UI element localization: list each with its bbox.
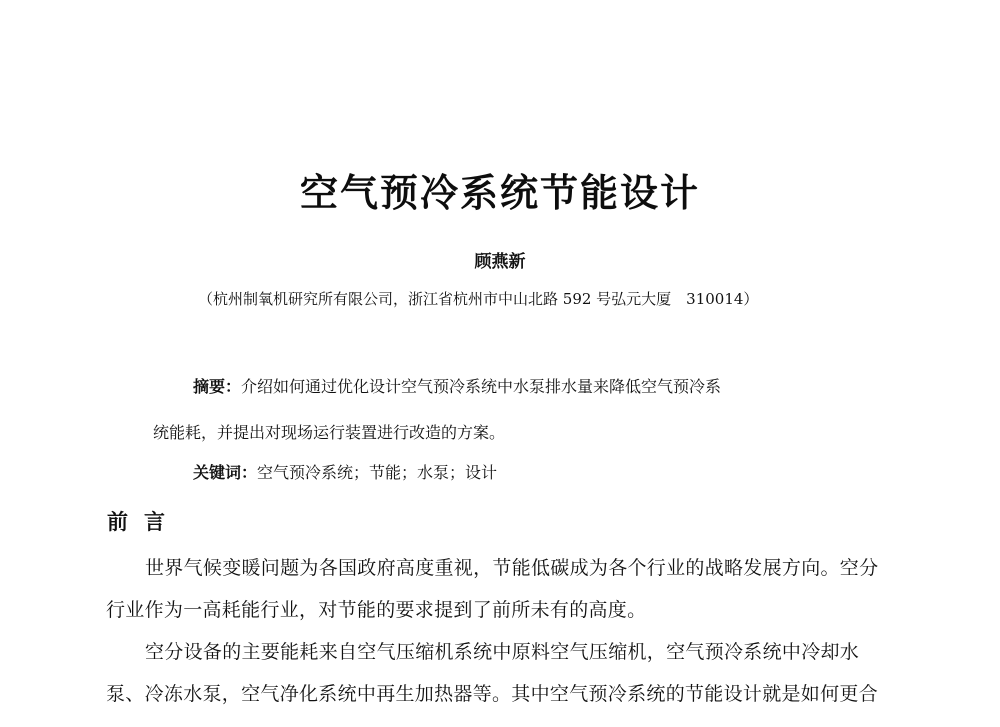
body-paragraph-2-line-1: 空分设备的主要能耗来自空气压缩机系统中原料空气压缩机，空气预冷系统中冷却水 (145, 641, 860, 663)
paper-title: 空气预冷系统节能设计 (299, 170, 700, 215)
author-name: 顾燕新 (474, 252, 526, 272)
abstract-text-1: 介绍如何通过优化设计空气预冷系统中水泵排水量来降低空气预冷系 (241, 377, 722, 396)
body-paragraph-1-line-2: 行业作为一高耗能行业，对节能的要求提到了前所未有的高度。 (106, 599, 647, 621)
section-heading: 前言 (107, 509, 181, 534)
keywords-text: 空气预冷系统；节能；水泵；设计 (257, 463, 498, 482)
body-paragraph-1-line-1: 世界气候变暖问题为各国政府高度重视，节能低碳成为各个行业的战略发展方向。空分 (145, 557, 879, 579)
abstract-line-1 (193, 373, 721, 401)
author-affiliation: （杭州制氧机研究所有限公司，浙江省杭州市中山北路 592 号弘元大厦 310014） (198, 290, 759, 308)
abstract-line-2: 统能耗，并提出对现场运行装置进行改造的方案。 (153, 423, 506, 442)
body-paragraph-2-line-2: 泵、冷冻水泵，空气净化系统中再生加热器等。其中空气预冷系统的节能设计就是如何更合 (106, 683, 879, 705)
abstract-label: 摘要： (193, 377, 242, 396)
keywords-line (193, 459, 497, 487)
keywords-label: 关键词： (193, 463, 258, 482)
